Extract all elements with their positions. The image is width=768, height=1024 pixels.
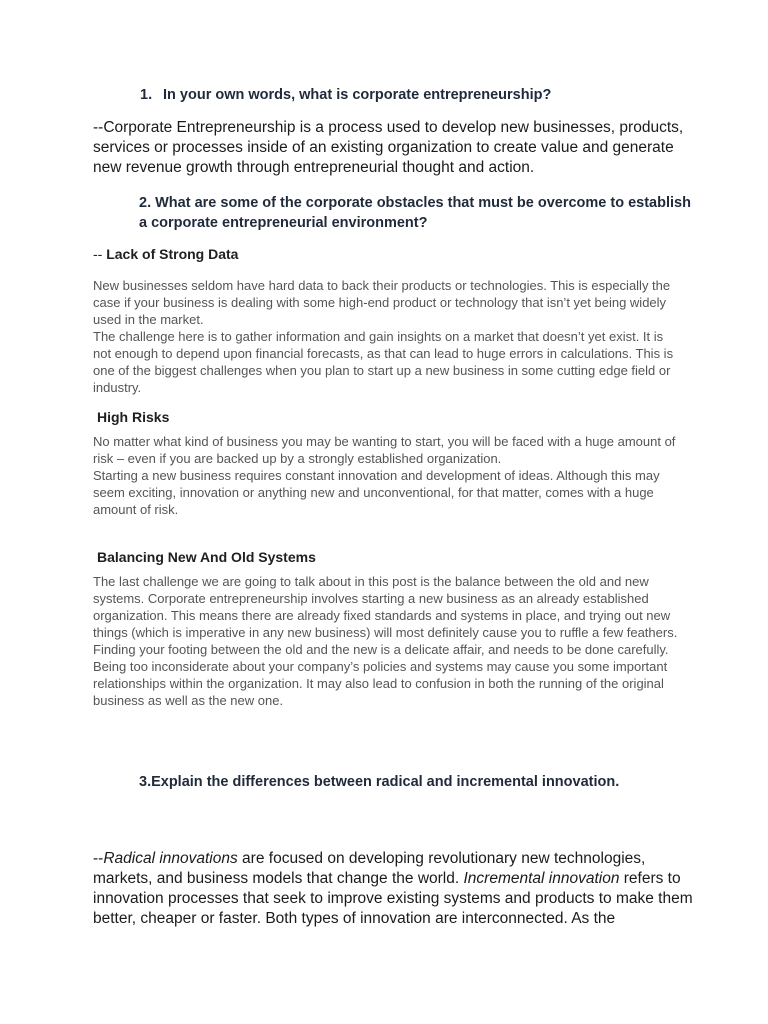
answer-1: --Corporate Entrepreneurship is a process used to develop new businesses, products, services or processes inside of an existing organization to create value and generate new revenue growth through entrepreneurial thought and action. — [93, 119, 684, 176]
answer-3-part-2: refers to innovation processes that seek to improve existing systems and products to make them better, cheaper or faster. Both types of innovation are interconnected. As the — [93, 870, 693, 927]
heading-dash: -- — [93, 246, 107, 262]
question-1-text: In your own words, what is corporate entrepreneurship? — [163, 87, 552, 103]
answer-3-prefix: -- — [93, 850, 104, 867]
question-1-number: 1. — [140, 87, 153, 103]
question-1 — [140, 85, 551, 105]
answer-3 — [93, 849, 693, 929]
paragraph-lack-1: New businesses seldom have hard data to back their products or technologies. This is especially the case if your business is dealing with some high-end product or technology that isn’t yet being widely used in the market. — [93, 278, 671, 327]
heading-lack-text: Lack of Strong Data — [106, 246, 239, 262]
answer-3-part-1: are focused on developing revolutionary new technologies, markets, and business models that change the world. — [93, 850, 646, 887]
question-2: 2. What are some of the corporate obstacles that must be overcome to establish a corporate entrepreneurial environment? — [139, 195, 691, 231]
paragraph-balancing-systems — [93, 573, 683, 709]
paragraph-risk-2: Starting a new business requires constant innovation and development of ideas. Although this may seem exciting, innovation or anything new and unconventional, for that matter, comes with a huge amount of risk. — [93, 468, 660, 517]
paragraph-balance-2: Finding your footing between the old and the new is a delicate affair, and needs to be done carefully. Being too inconsiderate about your company’s policies and systems may cause you some important relationships within the organization. It may also lead to confusion in both the running of the original business as well as the new one. — [93, 642, 669, 708]
paragraph-risk-1: No matter what kind of business you may be wanting to start, you will be faced with a huge amount of risk – even if you are backed up by a strongly established organization. — [93, 434, 676, 466]
question-3: 3.Explain the differences between radical and incremental innovation. — [139, 774, 620, 790]
heading-high-risks: High Risks — [97, 409, 170, 425]
paragraph-lack-of-strong-data — [93, 277, 683, 396]
term-radical-innovations: Radical innovations — [103, 850, 238, 867]
heading-lack-of-strong-data — [93, 245, 238, 263]
paragraph-lack-2: The challenge here is to gather information and gain insights on a market that doesn’t yet exist. It is not enough to depend upon financial forecasts, as that can lead to huge errors in calculations. This is one of the biggest challenges when you plan to start up a new business in some cutting edge field or industry. — [93, 329, 674, 395]
term-incremental-innovation: Incremental innovation — [463, 870, 620, 887]
paragraph-high-risks — [93, 433, 683, 518]
paragraph-balance-1: The last challenge we are going to talk about in this post is the balance between the old and new systems. Corporate entrepreneurship involves starting a new business as an already established organization. This means there are already fixed standards and systems in place, and trying out new things (which is imperative in any new business) will most definitely cause you to ruffle a few feathers. — [93, 574, 678, 640]
heading-balancing-systems: Balancing New And Old Systems — [97, 549, 316, 565]
